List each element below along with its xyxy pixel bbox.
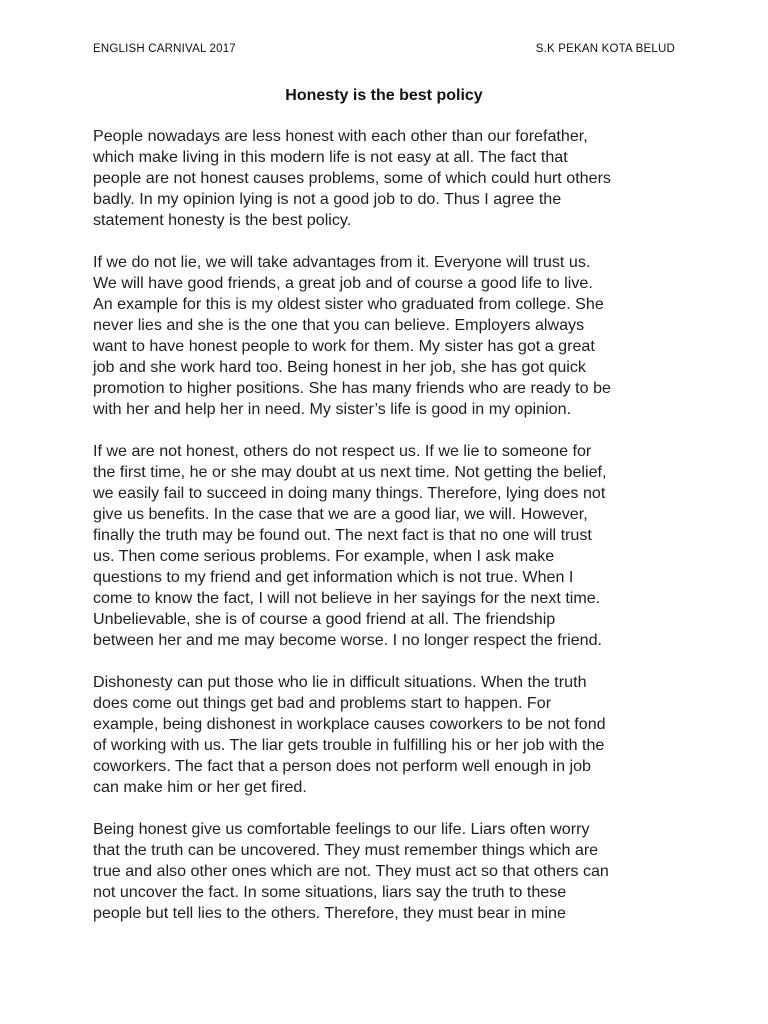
essay-title: Honesty is the best policy (285, 87, 483, 104)
paragraph-line: people but tell lies to the others. Therefore, they must bear in mine (93, 904, 566, 922)
paragraph-line: want to have honest people to work for them. My sister has got a great (93, 337, 595, 355)
paragraph-4 (93, 672, 683, 798)
paragraph-1 (93, 126, 683, 231)
paragraph-line: coworkers. The fact that a person does not perform well enough in job (93, 757, 591, 775)
paragraph-line: An example for this is my oldest sister who graduated from college. She (93, 295, 604, 313)
paragraph-line: can make him or her get fired. (93, 778, 307, 796)
paragraph-line: which make living in this modern life is not easy at all. The fact that (93, 148, 568, 166)
paragraph-line: that the truth can be uncovered. They must remember things which are (93, 841, 599, 859)
paragraph-line: example, being dishonest in workplace causes coworkers to be not fond (93, 715, 606, 733)
header-left-text: ENGLISH CARNIVAL 2017 (93, 43, 236, 55)
paragraph-line: People nowadays are less honest with each other than our forefather, (93, 127, 588, 145)
paragraph-2 (93, 252, 683, 420)
essay-body (93, 126, 683, 945)
paragraph-line: promotion to higher positions. She has many friends who are ready to be (93, 379, 611, 397)
paragraph-line: finally the truth may be found out. The next fact is that no one will trust (93, 526, 592, 544)
header-right-text: S.K PEKAN KOTA BELUD (535, 43, 675, 55)
paragraph-line: true and also other ones which are not. They must act so that others can (93, 862, 609, 880)
paragraph-line: not uncover the fact. In some situations, liars say the truth to these (93, 883, 567, 901)
paragraph-line: the first time, he or she may doubt at us next time. Not getting the belief, (93, 463, 607, 481)
paragraph-line: does come out things get bad and problems start to happen. For (93, 694, 552, 712)
paragraph-line: come to know the fact, I will not believe in her sayings for the next time. (93, 589, 601, 607)
paragraph-line: we easily fail to succeed in doing many things. Therefore, lying does not (93, 484, 606, 502)
paragraph-line: Unbelievable, she is of course a good friend at all. The friendship (93, 610, 556, 628)
paragraph-line: of working with us. The liar gets trouble in fulfilling his or her job with the (93, 736, 605, 754)
paragraph-line: questions to my friend and get information which is not true. When I (93, 568, 574, 586)
paragraph-line: between her and me may become worse. I no longer respect the friend. (93, 631, 603, 649)
paragraph-line: badly. In my opinion lying is not a good job to do. Thus I agree the (93, 190, 562, 208)
paragraph-line: Dishonesty can put those who lie in difficult situations. When the truth (93, 673, 587, 691)
paragraph-line: give us benefits. In the case that we are a good liar, we will. However, (93, 505, 588, 523)
paragraph-line: If we do not lie, we will take advantages from it. Everyone will trust us. (93, 253, 591, 271)
paragraph-line: If we are not honest, others do not respect us. If we lie to someone for (93, 442, 592, 460)
paragraph-line: us. Then come serious problems. For example, when I ask make (93, 547, 555, 565)
paragraph-line: people are not honest causes problems, some of which could hurt others (93, 169, 611, 187)
paragraph-3 (93, 441, 683, 651)
paragraph-line: never lies and she is the one that you can believe. Employers always (93, 316, 585, 334)
paragraph-line: statement honesty is the best policy. (93, 211, 352, 229)
paragraph-line: We will have good friends, a great job and of course a good life to live. (93, 274, 593, 292)
paragraph-line: job and she work hard too. Being honest in her job, she has got quick (93, 358, 586, 376)
paragraph-5 (93, 819, 683, 924)
page-header (93, 43, 675, 59)
paragraph-line: with her and help her in need. My sister’s life is good in my opinion. (93, 400, 572, 418)
paragraph-line: Being honest give us comfortable feelings to our life. Liars often worry (93, 820, 590, 838)
